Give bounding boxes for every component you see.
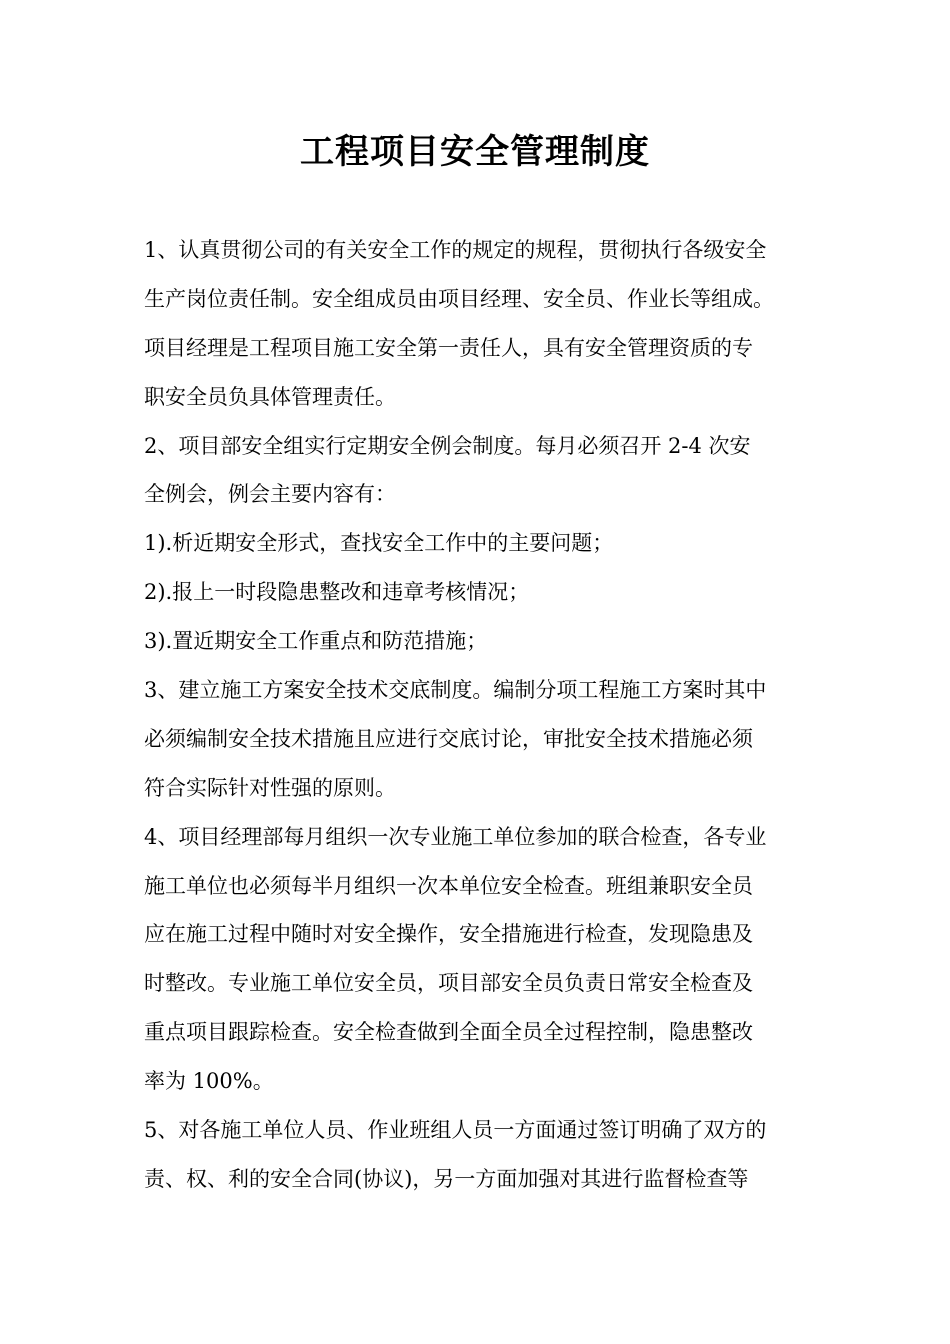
text-line-6: 全例会，例会主要内容有： xyxy=(144,482,396,507)
text-line-20: 责、权、利的安全合同(协议)，另一方面加强对其进行监督检查等 xyxy=(144,1166,749,1191)
page-title: 工程项目安全管理制度 xyxy=(300,132,650,172)
text-line-8: 2).报上一时段隐患整改和违章考核情况； xyxy=(144,580,530,605)
text-line-11: 必须编制安全技术措施且应进行交底讨论，审批安全技术措施必须 xyxy=(144,726,753,751)
text-line-4: 职安全员负具体管理责任。 xyxy=(144,384,396,409)
text-line-10: 3、建立施工方案安全技术交底制度。编制分项工程施工方案时其中 xyxy=(144,678,767,703)
text-line-18: 率为 100%。 xyxy=(144,1069,274,1094)
text-line-3: 项目经理是工程项目施工安全第一责任人，具有安全管理资质的专 xyxy=(144,335,753,360)
text-line-17: 重点项目跟踪检查。安全检查做到全面全员全过程控制，隐患整改 xyxy=(144,1020,753,1045)
text-line-15: 应在施工过程中随时对安全操作，安全措施进行检查，发现隐患及 xyxy=(144,922,753,947)
text-line-14: 施工单位也必须每半月组织一次本单位安全检查。班组兼职安全员 xyxy=(144,873,753,898)
text-line-1: 1、认真贯彻公司的有关安全工作的规定的规程，贯彻执行各级安全 xyxy=(144,238,767,262)
text-line-5: 2、项目部安全组实行定期安全例会制度。每月必须召开 2-4 次安 xyxy=(144,433,751,458)
text-line-16: 时整改。专业施工单位安全员，项目部安全员负责日常安全检查及 xyxy=(144,971,753,996)
text-line-2: 生产岗位责任制。安全组成员由项目经理、安全员、作业长等组成。 xyxy=(144,286,774,311)
text-line-19: 5、对各施工单位人员、作业班组人员一方面通过签订明确了双方的 xyxy=(144,1118,767,1143)
text-line-13: 4、项目经理部每月组织一次专业施工单位参加的联合检查，各专业 xyxy=(144,824,767,849)
document-body xyxy=(144,226,814,1204)
text-line-9: 3).置近期安全工作重点和防范措施； xyxy=(144,629,488,654)
text-line-12: 符合实际针对性强的原则。 xyxy=(144,775,396,800)
text-line-7: 1).析近期安全形式，查找安全工作中的主要问题； xyxy=(144,531,614,556)
